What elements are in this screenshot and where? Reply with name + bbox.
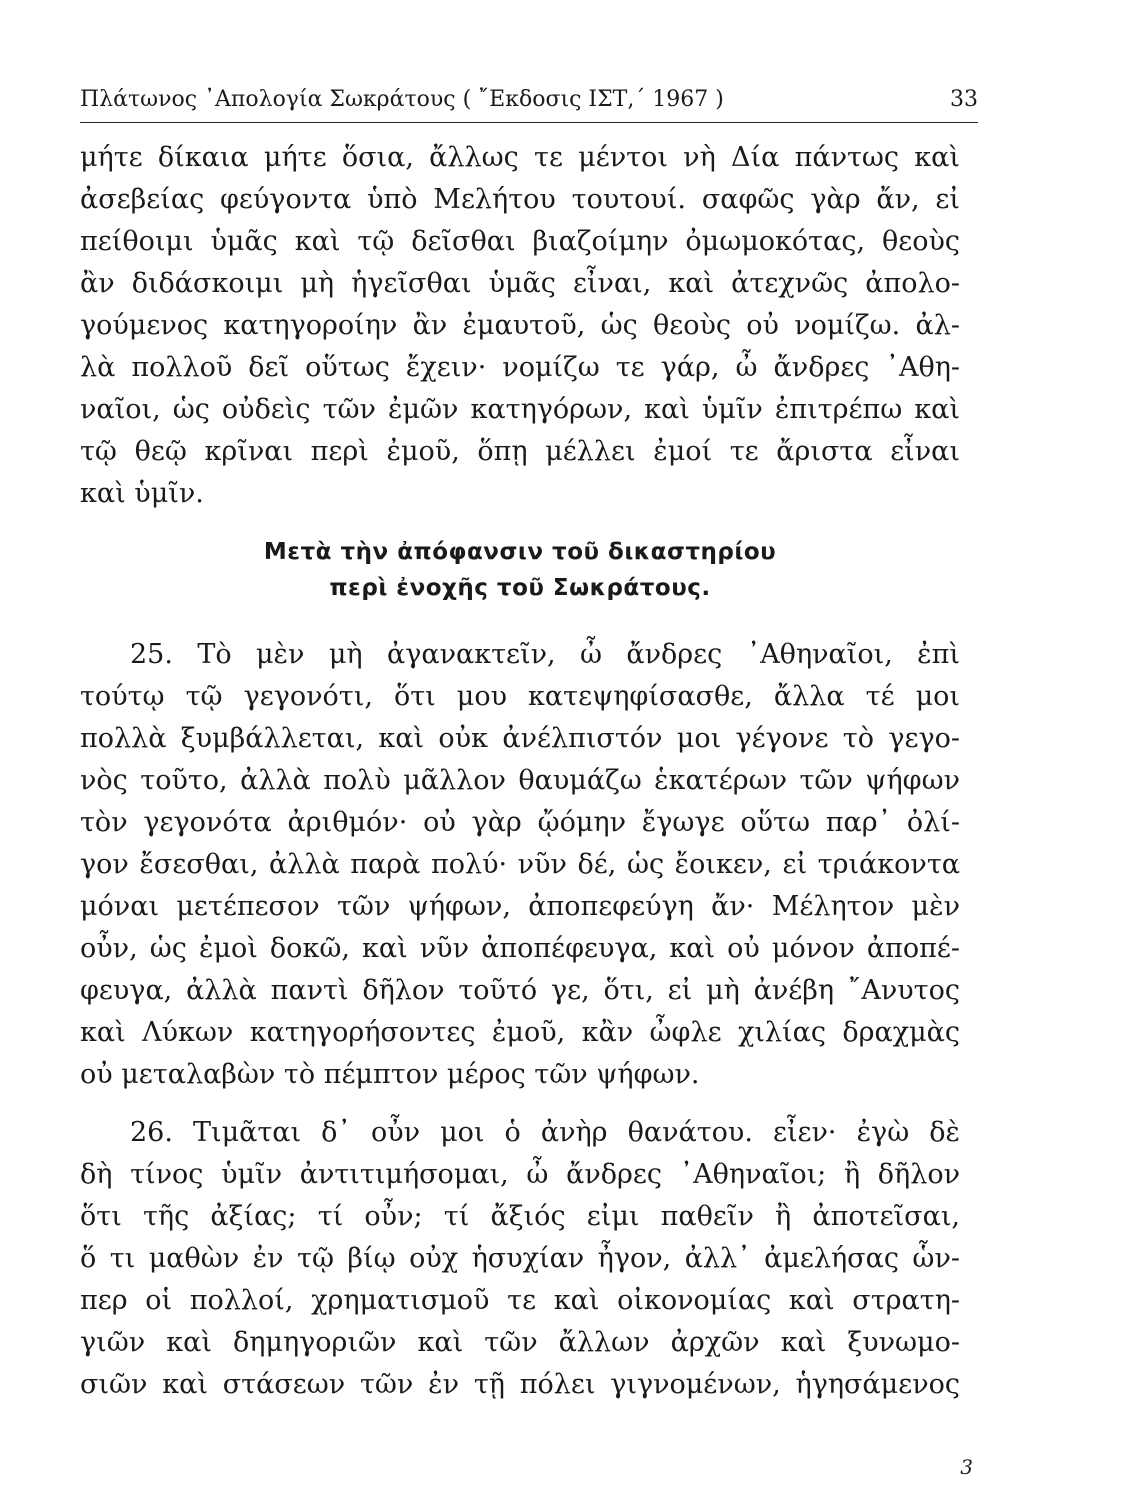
text-line: οὐ μεταλαβὼν τὸ πέμπτον μέρος τῶν ψήφων.: [80, 1059, 700, 1090]
text-line: 26. Τιμᾶται δ᾿ οὖν μοι ὁ ἀνὴρ θανάτου. εἶεν· ἐγὼ δὲ: [130, 1117, 960, 1148]
text-line: δὴ τίνος ὑμῖν ἀντιτιμήσομαι, ὦ ἄνδρες ᾿Αθηναῖοι; ἢ δῆλον: [80, 1159, 960, 1190]
text-line: 25. Τὸ μὲν μὴ ἀγανακτεῖν, ὦ ἄνδρες ᾿Αθηναῖοι, ἐπὶ: [130, 639, 960, 670]
text-line: περ οἱ πολλοί, χρηματισμοῦ τε καὶ οἰκονομίας καὶ στρατη-: [80, 1285, 960, 1316]
text-line: ὅ τι μαθὼν ἐν τῷ βίῳ οὐχ ἡσυχίαν ἦγον, ἀλλ᾿ ἀμελήσας ὧν-: [80, 1243, 960, 1274]
text-line: μήτε δίκαια μήτε ὅσια, ἄλλως τε μέντοι νὴ Δία πάντως καὶ: [80, 142, 960, 173]
text-line: ἀσεβείας φεύγοντα ὑπὸ Μελήτου τουτουί. σαφῶς γὰρ ἄν, εἰ: [80, 184, 960, 215]
text-line: οὖν, ὡς ἐμοὶ δοκῶ, καὶ νῦν ἀποπέφευγα, καὶ οὐ μόνον ἀποπέ-: [80, 933, 960, 964]
running-title: Πλάτωνος ᾿Απολογία Σωκράτους ( ῎Εκδοσις ΙΣΤ,΄ 1967 ): [80, 87, 724, 112]
text-line: τούτῳ τῷ γεγονότι, ὅτι μου κατεψηφίσασθε, ἄλλα τέ μοι: [80, 681, 960, 712]
text-line: σιῶν καὶ στάσεων τῶν ἐν τῇ πόλει γιγνομένων, ἡγησάμενος: [80, 1369, 960, 1400]
text-line: καὶ Λύκων κατηγορήσοντες ἐμοῦ, κἂν ὦφλε χιλίας δραχμὰς: [80, 1017, 960, 1048]
page-number: 33: [950, 87, 978, 112]
text-line: γιῶν καὶ δημηγοριῶν καὶ τῶν ἄλλων ἀρχῶν καὶ ξυνωμο-: [80, 1327, 960, 1358]
text-line: τῷ θεῷ κρῖναι περὶ ἐμοῦ, ὅπῃ μέλλει ἐμοί τε ἄριστα εἶναι: [80, 436, 960, 467]
section-heading-line: περὶ ἐνοχῆς τοῦ Σωκράτους.: [329, 575, 711, 601]
text-line: γούμενος κατηγοροίην ἂν ἐμαυτοῦ, ὡς θεοὺς οὐ νομίζω. ἀλ-: [80, 310, 960, 341]
text-line: ἂν διδάσκοιμι μὴ ἡγεῖσθαι ὑμᾶς εἶναι, καὶ ἀτεχνῶς ἀπολο-: [80, 268, 960, 299]
text-line: λὰ πολλοῦ δεῖ οὕτως ἔχειν· νομίζω τε γάρ, ὦ ἄνδρες ᾿Αθη-: [80, 352, 960, 383]
text-line: καὶ ὑμῖν.: [80, 478, 204, 509]
text-line: ναῖοι, ὡς οὐδεὶς τῶν ἐμῶν κατηγόρων, καὶ ὑμῖν ἐπιτρέπω καὶ: [80, 394, 960, 425]
text-line: μόναι μετέπεσον τῶν ψήφων, ἀποπεφεύγη ἄν· Μέλητον μὲν: [80, 891, 960, 922]
section-heading-line: Μετὰ τὴν ἀπόφανσιν τοῦ δικαστηρίου: [263, 539, 777, 565]
text-line: φευγα, ἀλλὰ παντὶ δῆλον τοῦτό γε, ὅτι, εἰ μὴ ἀνέβη ῎Ανυτος: [80, 975, 960, 1006]
text-line: γον ἔσεσθαι, ἀλλὰ παρὰ πολύ· νῦν δέ, ὡς ἔοικεν, εἰ τριάκοντα: [80, 849, 960, 880]
header-rule: [80, 122, 978, 123]
text-line: πείθοιμι ὑμᾶς καὶ τῷ δεῖσθαι βιαζοίμην ὀμωμοκότας, θεοὺς: [80, 226, 960, 257]
text-line: πολλὰ ξυμβάλλεται, καὶ οὐκ ἀνέλπιστόν μοι γέγονε τὸ γεγο-: [80, 723, 960, 754]
text-line: νὸς τοῦτο, ἀλλὰ πολὺ μᾶλλον θαυμάζω ἑκατέρων τῶν ψήφων: [80, 765, 960, 796]
signature-mark: 3: [960, 1455, 973, 1479]
text-line: ὅτι τῆς ἀξίας; τί οὖν; τί ἄξιός εἰμι παθεῖν ἢ ἀποτεῖσαι,: [80, 1201, 960, 1232]
text-line: τὸν γεγονότα ἀριθμόν· οὐ γὰρ ᾤόμην ἔγωγε οὕτω παρ᾿ ὀλί-: [80, 807, 960, 838]
